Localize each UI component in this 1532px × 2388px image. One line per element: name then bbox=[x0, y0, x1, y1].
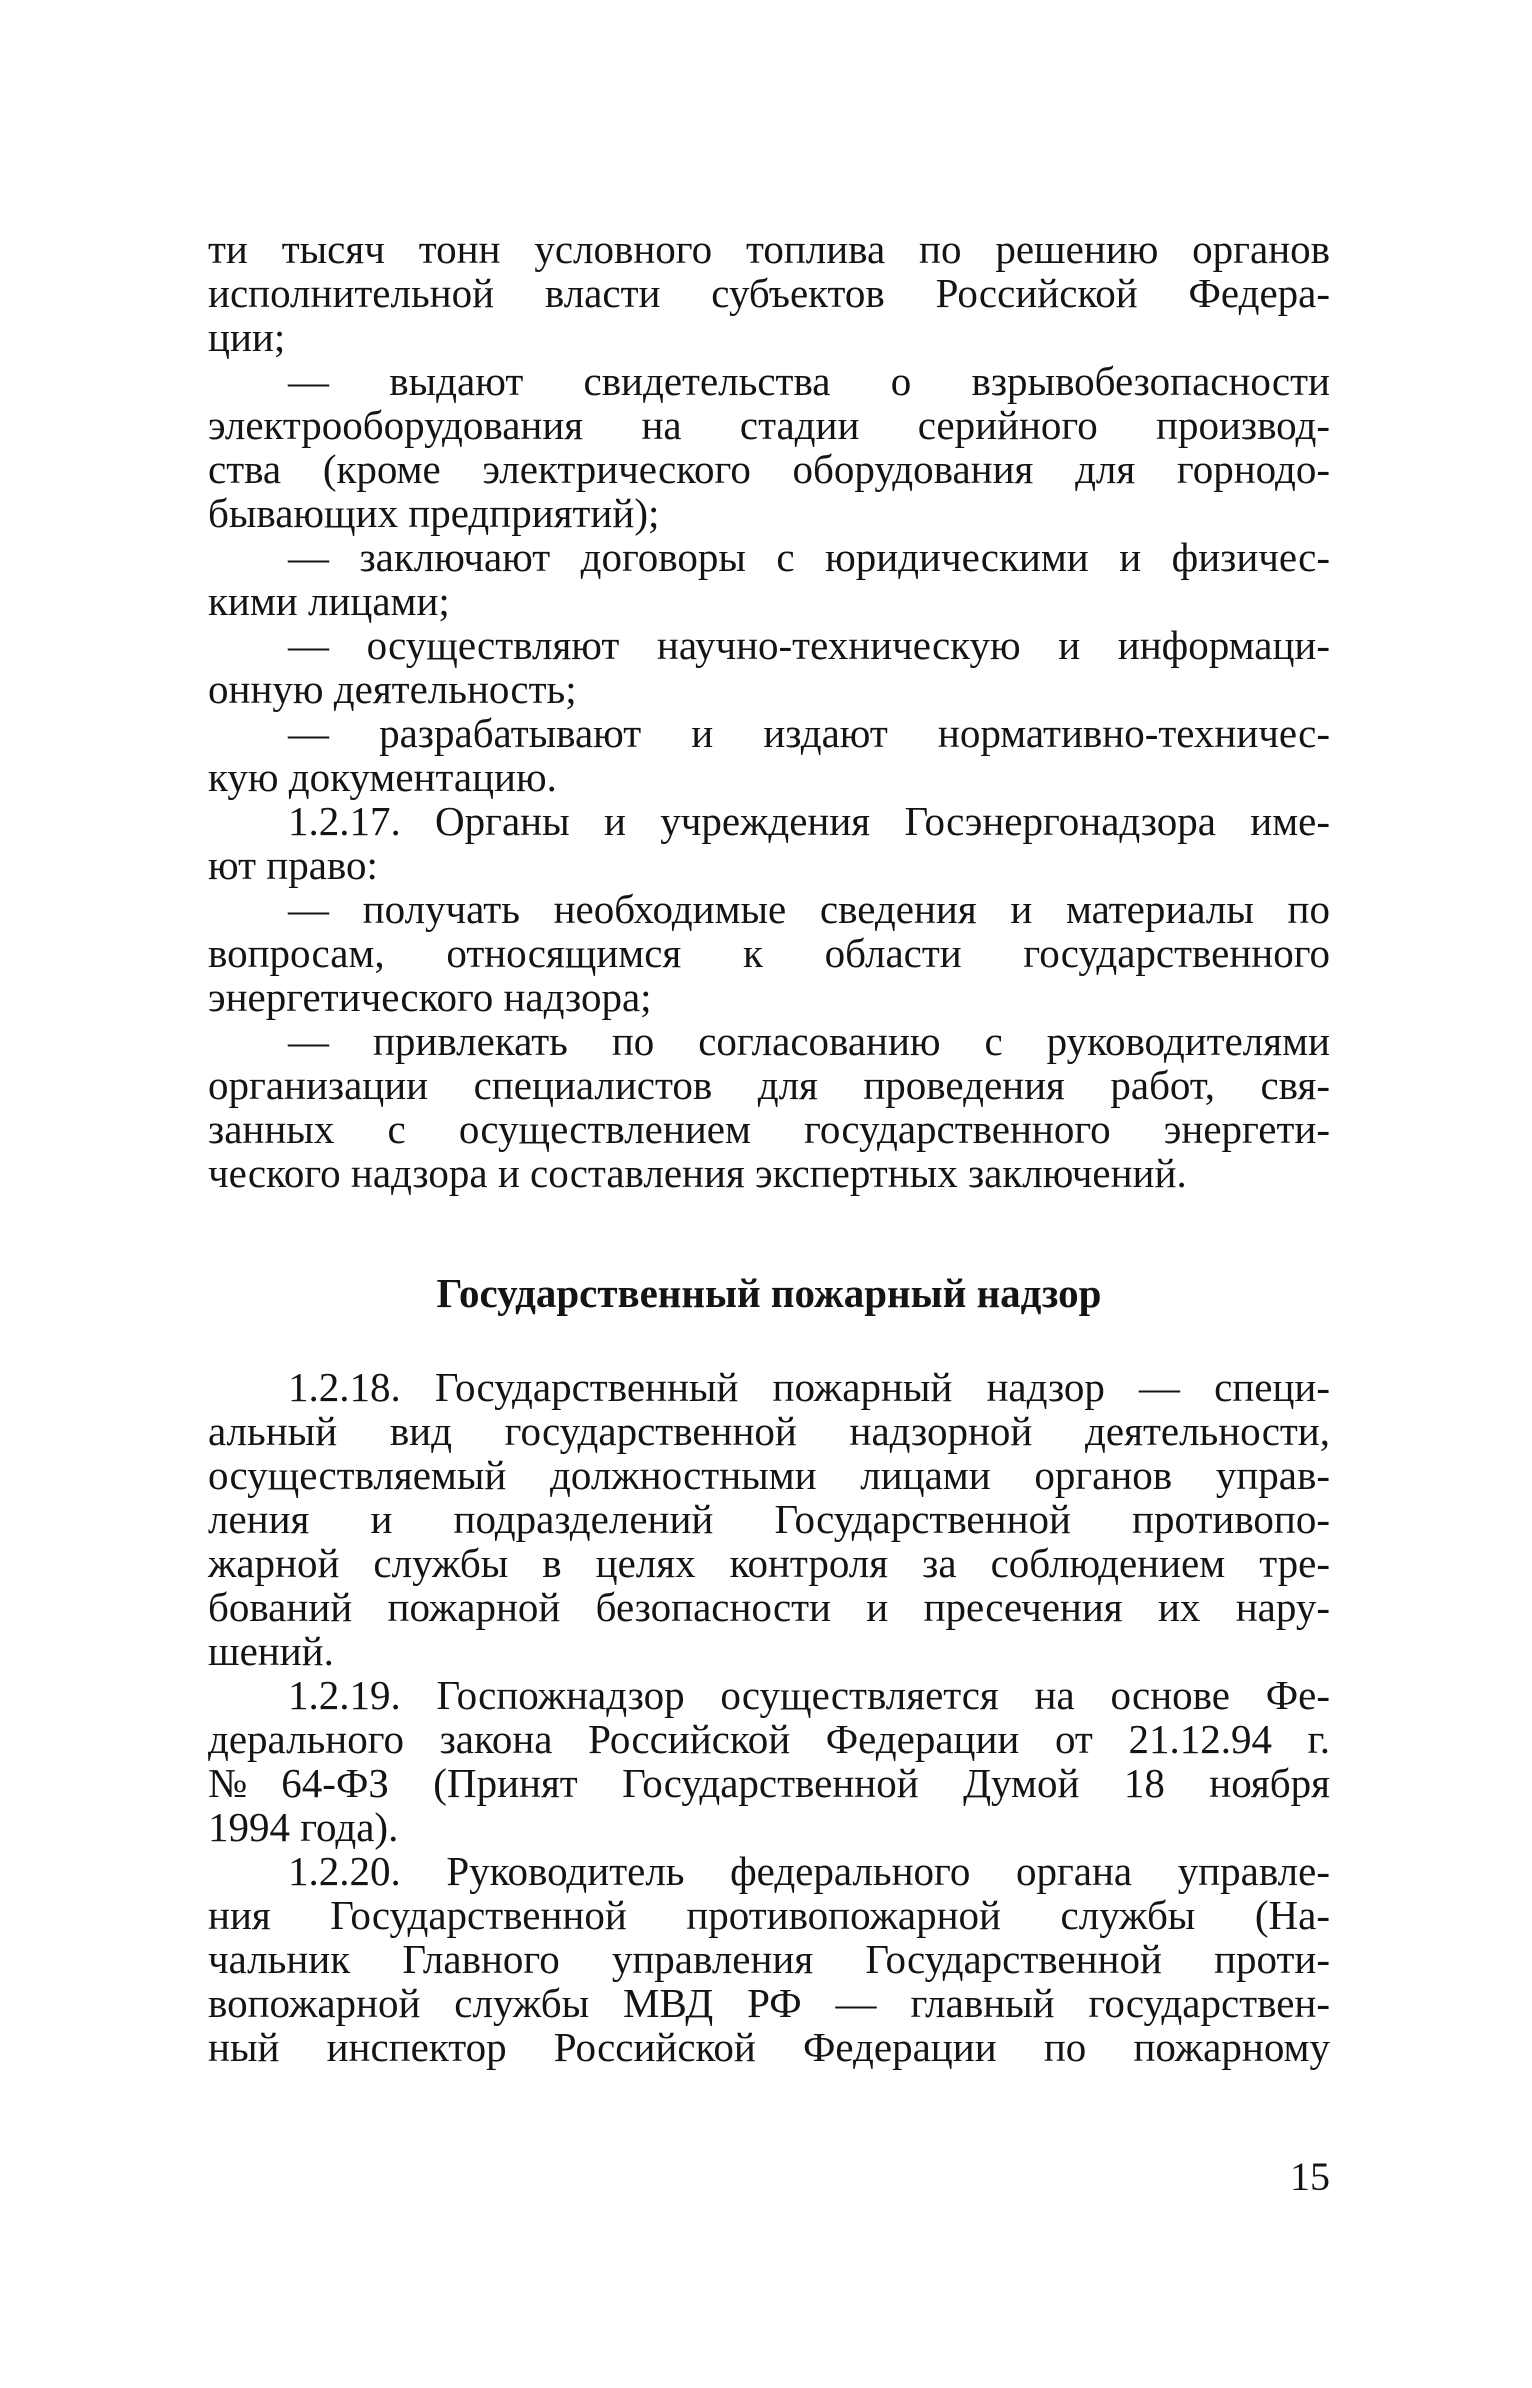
text-line: осуществляемый должностными лицами органов управ- bbox=[208, 1452, 1330, 1498]
text-line: ства (кроме электрического оборудования для горнодо- bbox=[208, 446, 1330, 492]
text-line: кими лицами; bbox=[208, 578, 450, 624]
text-line: вопросам, относящимся к области государственного bbox=[208, 930, 1330, 976]
text-line: 1994 года). bbox=[208, 1804, 399, 1850]
text-line: 1.2.19. Госпожнадзор осуществляется на основе Фе- bbox=[288, 1672, 1330, 1718]
text-line: — заключают договоры с юридическими и физичес- bbox=[288, 534, 1330, 580]
text-line: — разрабатывают и издают нормативно-техничес- bbox=[288, 710, 1330, 756]
text-line: — получать необходимые сведения и материалы по bbox=[288, 886, 1330, 932]
text-line: 1.2.17. Органы и учреждения Госэнергонадзора име- bbox=[288, 798, 1330, 844]
text-line: занных с осуществлением государственного энергети- bbox=[208, 1106, 1330, 1152]
text-line: вопожарной службы МВД РФ — главный государствен- bbox=[208, 1980, 1330, 2026]
text-line: электрооборудования на стадии серийного производ- bbox=[208, 402, 1330, 448]
section-heading: Государственный пожарный надзор bbox=[436, 1270, 1102, 1316]
text-line: №64-ФЗ (Принят Государственной Думой 18 ноября bbox=[208, 1760, 1330, 1806]
text-line: — осуществляют научно-техническую и информаци- bbox=[288, 622, 1330, 668]
text-line: кую документацию. bbox=[208, 754, 557, 800]
text-line: ют право: bbox=[208, 842, 378, 888]
text-line: ления и подразделений Государственной противопо- bbox=[208, 1496, 1330, 1542]
text-line: жарной службы в целях контроля за соблюдением тре- bbox=[208, 1540, 1330, 1586]
text-line: ческого надзора и составления экспертных заключений. bbox=[208, 1150, 1187, 1196]
text-line: ти тысяч тонн условного топлива по решению органов bbox=[208, 226, 1330, 272]
text-line: чальник Главного управления Государственной проти- bbox=[208, 1936, 1330, 1982]
text-line: 1.2.20. Руководитель федерального органа управле- bbox=[288, 1848, 1330, 1894]
text-line: онную деятельность; bbox=[208, 666, 577, 712]
text-line: ции; bbox=[208, 314, 286, 360]
text-line: 1.2.18. Государственный пожарный надзор — специ- bbox=[288, 1364, 1330, 1410]
text-line: ния Государственной противопожарной службы (На- bbox=[208, 1892, 1330, 1938]
text-line: исполнительной власти субъектов Российской Федера- bbox=[208, 270, 1330, 316]
text-line: альный вид государственной надзорной деятельности, bbox=[208, 1408, 1330, 1454]
text-line: бований пожарной безопасности и пресечения их нару- bbox=[208, 1584, 1330, 1630]
page-number: 15 bbox=[1290, 2154, 1330, 2199]
text-line: ный инспектор Российской Федерации по пожарному bbox=[208, 2024, 1330, 2070]
text-line: — привлекать по согласованию с руководителями bbox=[288, 1018, 1330, 1064]
text-line: энергетического надзора; bbox=[208, 974, 652, 1020]
text-line: шений. bbox=[208, 1628, 334, 1674]
text-line: — выдают свидетельства о взрывобезопасности bbox=[288, 358, 1330, 404]
text-line: дерального закона Российской Федерации от 21.12.94 г. bbox=[208, 1716, 1330, 1762]
text-line: бывающих предприятий); bbox=[208, 490, 660, 536]
text-line: организации специалистов для проведения работ, свя- bbox=[208, 1062, 1330, 1108]
